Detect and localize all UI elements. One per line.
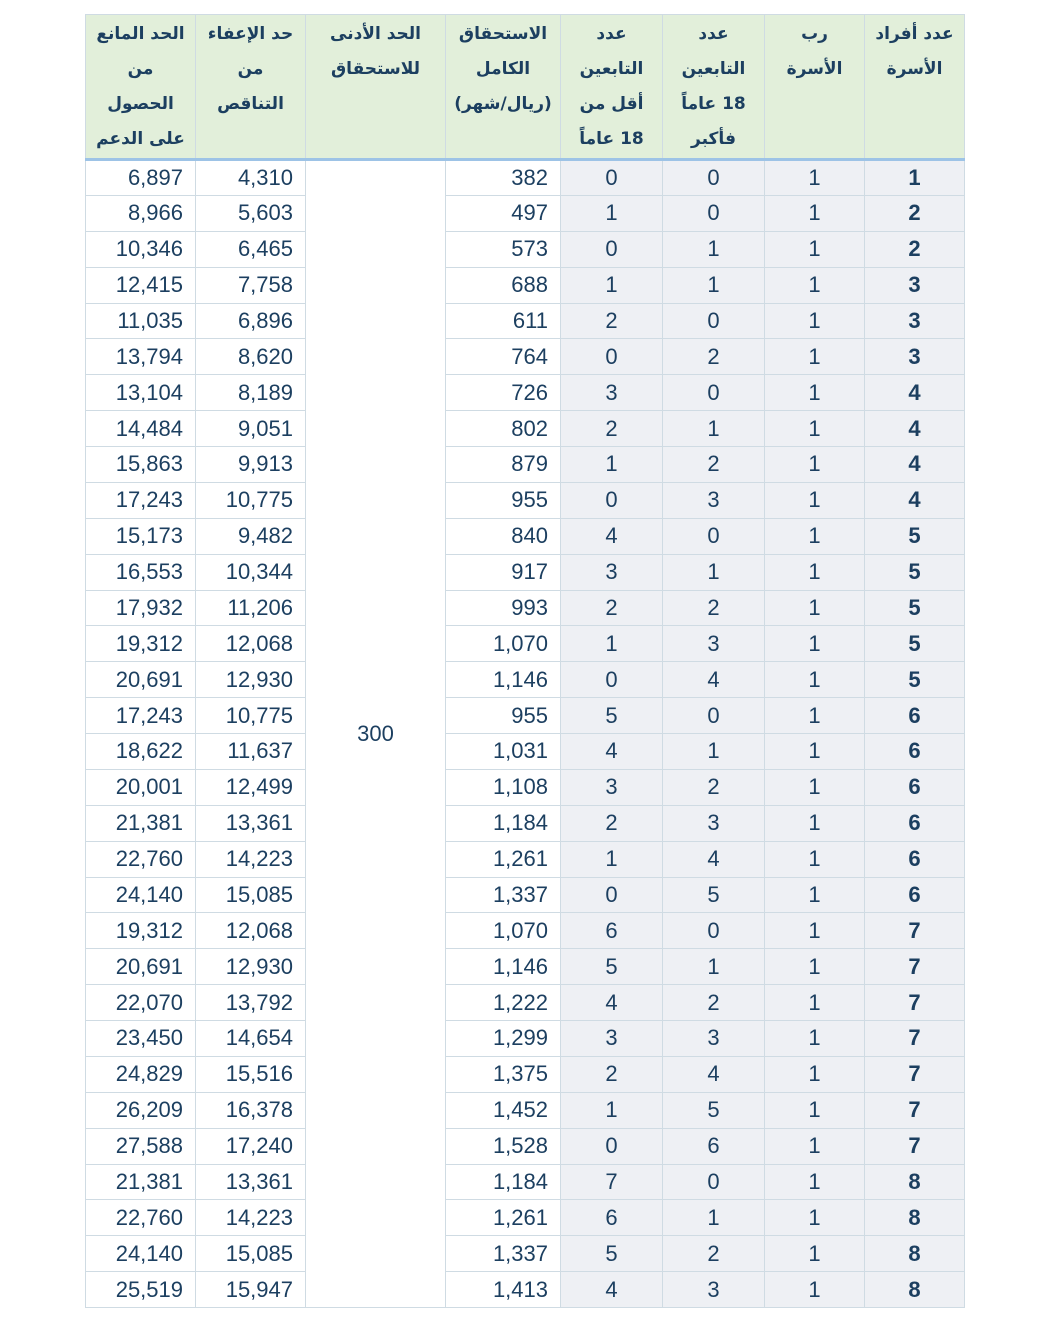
exemption-cell: 9,482 [196, 518, 306, 554]
family-size-cell: 5 [865, 554, 965, 590]
exemption-cell: 15,085 [196, 877, 306, 913]
exemption-cell: 10,344 [196, 554, 306, 590]
dependents-under18-cell: 1 [561, 447, 663, 483]
full-entitlement-cell: 955 [446, 482, 561, 518]
cutoff-cell: 21,381 [86, 805, 196, 841]
full-entitlement-cell: 955 [446, 698, 561, 734]
table-row [86, 339, 965, 375]
family-size-cell: 7 [865, 1056, 965, 1092]
dependents-18plus-cell: 0 [663, 375, 765, 411]
dependents-under18-cell: 3 [561, 554, 663, 590]
dependents-18plus-cell: 2 [663, 1236, 765, 1272]
full-entitlement-cell: 1,031 [446, 734, 561, 770]
cutoff-cell: 22,760 [86, 1200, 196, 1236]
family-size-cell: 7 [865, 1128, 965, 1164]
table-body [86, 160, 965, 1308]
exemption-cell: 13,361 [196, 1164, 306, 1200]
head-cell: 1 [765, 590, 865, 626]
table-row [86, 1272, 965, 1308]
exemption-cell: 11,637 [196, 734, 306, 770]
table-row [86, 482, 965, 518]
dependents-18plus-cell: 1 [663, 1200, 765, 1236]
cutoff-cell: 11,035 [86, 303, 196, 339]
full-entitlement-cell: 382 [446, 160, 561, 196]
table-row [86, 231, 965, 267]
exemption-cell: 11,206 [196, 590, 306, 626]
min-entitlement-cell: 300 [306, 160, 446, 1308]
cutoff-cell: 19,312 [86, 913, 196, 949]
head-cell: 1 [765, 734, 865, 770]
family-size-cell: 2 [865, 231, 965, 267]
full-entitlement-cell: 726 [446, 375, 561, 411]
full-entitlement-cell: 688 [446, 267, 561, 303]
family-size-cell: 7 [865, 913, 965, 949]
dependents-18plus-cell: 0 [663, 303, 765, 339]
head-cell: 1 [765, 303, 865, 339]
table-row [86, 554, 965, 590]
dependents-18plus-cell: 1 [663, 554, 765, 590]
dependents-under18-cell: 5 [561, 698, 663, 734]
cutoff-cell: 24,140 [86, 877, 196, 913]
family-size-cell: 7 [865, 949, 965, 985]
cutoff-cell: 19,312 [86, 626, 196, 662]
cutoff-cell: 17,243 [86, 482, 196, 518]
cutoff-cell: 20,691 [86, 949, 196, 985]
family-size-cell: 6 [865, 877, 965, 913]
dependents-18plus-cell: 2 [663, 985, 765, 1021]
full-entitlement-cell: 1,146 [446, 949, 561, 985]
table-row [86, 698, 965, 734]
table-row [86, 195, 965, 231]
header-dependents-under18: عدد التابعين أقل من 18 عاماً [561, 15, 663, 160]
full-entitlement-cell: 1,070 [446, 913, 561, 949]
table-row [86, 985, 965, 1021]
dependents-under18-cell: 0 [561, 482, 663, 518]
full-entitlement-cell: 1,299 [446, 1021, 561, 1057]
head-cell: 1 [765, 482, 865, 518]
dependents-18plus-cell: 3 [663, 1021, 765, 1057]
dependents-18plus-cell: 0 [663, 1164, 765, 1200]
cutoff-cell: 24,829 [86, 1056, 196, 1092]
exemption-cell: 15,085 [196, 1236, 306, 1272]
dependents-under18-cell: 3 [561, 769, 663, 805]
head-cell: 1 [765, 626, 865, 662]
family-size-cell: 7 [865, 1092, 965, 1128]
dependents-under18-cell: 4 [561, 985, 663, 1021]
dependents-under18-cell: 5 [561, 949, 663, 985]
exemption-cell: 4,310 [196, 160, 306, 196]
header-full-entitlement: الاستحقاق الكامل (ريال/شهر) [446, 15, 561, 160]
family-size-cell: 3 [865, 303, 965, 339]
table-row [86, 805, 965, 841]
dependents-under18-cell: 2 [561, 303, 663, 339]
cutoff-cell: 12,415 [86, 267, 196, 303]
dependents-18plus-cell: 5 [663, 877, 765, 913]
exemption-cell: 6,465 [196, 231, 306, 267]
head-cell: 1 [765, 339, 865, 375]
head-cell: 1 [765, 1200, 865, 1236]
table-row [86, 267, 965, 303]
cutoff-cell: 8,966 [86, 195, 196, 231]
dependents-18plus-cell: 1 [663, 949, 765, 985]
dependents-18plus-cell: 4 [663, 662, 765, 698]
head-cell: 1 [765, 231, 865, 267]
family-size-cell: 5 [865, 590, 965, 626]
dependents-18plus-cell: 2 [663, 590, 765, 626]
full-entitlement-cell: 573 [446, 231, 561, 267]
exemption-cell: 12,930 [196, 949, 306, 985]
cutoff-cell: 18,622 [86, 734, 196, 770]
family-size-cell: 2 [865, 195, 965, 231]
family-size-cell: 3 [865, 267, 965, 303]
dependents-under18-cell: 3 [561, 375, 663, 411]
table-row [86, 877, 965, 913]
family-size-cell: 8 [865, 1200, 965, 1236]
cutoff-cell: 21,381 [86, 1164, 196, 1200]
header-exemption: حد الإعفاء من التناقص [196, 15, 306, 160]
full-entitlement-cell: 1,337 [446, 877, 561, 913]
table-row [86, 626, 965, 662]
head-cell: 1 [765, 698, 865, 734]
table-row [86, 662, 965, 698]
head-cell: 1 [765, 985, 865, 1021]
table-row [86, 1236, 965, 1272]
exemption-cell: 12,499 [196, 769, 306, 805]
head-cell: 1 [765, 1272, 865, 1308]
full-entitlement-cell: 1,261 [446, 841, 561, 877]
dependents-under18-cell: 2 [561, 590, 663, 626]
exemption-cell: 16,378 [196, 1092, 306, 1128]
exemption-cell: 13,361 [196, 805, 306, 841]
family-size-cell: 5 [865, 626, 965, 662]
table-row [86, 949, 965, 985]
exemption-cell: 14,223 [196, 1200, 306, 1236]
dependents-under18-cell: 0 [561, 339, 663, 375]
full-entitlement-cell: 1,375 [446, 1056, 561, 1092]
family-size-cell: 6 [865, 734, 965, 770]
full-entitlement-cell: 1,528 [446, 1128, 561, 1164]
full-entitlement-cell: 1,184 [446, 805, 561, 841]
dependents-under18-cell: 0 [561, 1128, 663, 1164]
table-row [86, 1164, 965, 1200]
cutoff-cell: 17,243 [86, 698, 196, 734]
head-cell: 1 [765, 1021, 865, 1057]
header-dependents-18plus: عدد التابعين 18 عاماً فأكبر [663, 15, 765, 160]
full-entitlement-cell: 802 [446, 411, 561, 447]
cutoff-cell: 27,588 [86, 1128, 196, 1164]
dependents-18plus-cell: 3 [663, 626, 765, 662]
dependents-under18-cell: 1 [561, 1092, 663, 1128]
head-cell: 1 [765, 662, 865, 698]
head-cell: 1 [765, 805, 865, 841]
full-entitlement-cell: 879 [446, 447, 561, 483]
cutoff-cell: 22,760 [86, 841, 196, 877]
dependents-under18-cell: 0 [561, 662, 663, 698]
exemption-cell: 7,758 [196, 267, 306, 303]
dependents-under18-cell: 4 [561, 734, 663, 770]
exemption-cell: 12,068 [196, 626, 306, 662]
dependents-under18-cell: 1 [561, 626, 663, 662]
exemption-cell: 9,913 [196, 447, 306, 483]
table-row [86, 590, 965, 626]
dependents-18plus-cell: 4 [663, 1056, 765, 1092]
full-entitlement-cell: 611 [446, 303, 561, 339]
cutoff-cell: 13,794 [86, 339, 196, 375]
family-size-cell: 8 [865, 1236, 965, 1272]
family-size-cell: 5 [865, 662, 965, 698]
dependents-18plus-cell: 3 [663, 805, 765, 841]
head-cell: 1 [765, 769, 865, 805]
head-cell: 1 [765, 267, 865, 303]
family-size-cell: 3 [865, 339, 965, 375]
head-cell: 1 [765, 913, 865, 949]
family-size-cell: 4 [865, 375, 965, 411]
table-row [86, 303, 965, 339]
full-entitlement-cell: 917 [446, 554, 561, 590]
support-table [85, 14, 965, 1308]
cutoff-cell: 23,450 [86, 1021, 196, 1057]
table-row [86, 913, 965, 949]
exemption-cell: 10,775 [196, 698, 306, 734]
dependents-under18-cell: 4 [561, 1272, 663, 1308]
cutoff-cell: 20,691 [86, 662, 196, 698]
head-cell: 1 [765, 160, 865, 196]
dependents-18plus-cell: 0 [663, 160, 765, 196]
family-size-cell: 6 [865, 698, 965, 734]
dependents-18plus-cell: 2 [663, 447, 765, 483]
exemption-cell: 6,896 [196, 303, 306, 339]
table-row [86, 518, 965, 554]
family-size-cell: 4 [865, 411, 965, 447]
exemption-cell: 15,516 [196, 1056, 306, 1092]
family-size-cell: 6 [865, 805, 965, 841]
full-entitlement-cell: 764 [446, 339, 561, 375]
full-entitlement-cell: 1,452 [446, 1092, 561, 1128]
table-row [86, 769, 965, 805]
full-entitlement-cell: 497 [446, 195, 561, 231]
family-size-cell: 6 [865, 841, 965, 877]
dependents-under18-cell: 1 [561, 841, 663, 877]
dependents-18plus-cell: 0 [663, 913, 765, 949]
head-cell: 1 [765, 411, 865, 447]
head-cell: 1 [765, 1236, 865, 1272]
dependents-under18-cell: 2 [561, 1056, 663, 1092]
table-row [86, 411, 965, 447]
exemption-cell: 12,068 [196, 913, 306, 949]
full-entitlement-cell: 993 [446, 590, 561, 626]
dependents-18plus-cell: 0 [663, 698, 765, 734]
dependents-under18-cell: 6 [561, 1200, 663, 1236]
full-entitlement-cell: 1,413 [446, 1272, 561, 1308]
dependents-18plus-cell: 2 [663, 339, 765, 375]
exemption-cell: 8,620 [196, 339, 306, 375]
dependents-18plus-cell: 1 [663, 734, 765, 770]
cutoff-cell: 20,001 [86, 769, 196, 805]
table-row [86, 734, 965, 770]
cutoff-cell: 14,484 [86, 411, 196, 447]
exemption-cell: 9,051 [196, 411, 306, 447]
family-size-cell: 8 [865, 1164, 965, 1200]
full-entitlement-cell: 1,108 [446, 769, 561, 805]
dependents-18plus-cell: 6 [663, 1128, 765, 1164]
head-cell: 1 [765, 841, 865, 877]
dependents-18plus-cell: 0 [663, 195, 765, 231]
table-row [86, 375, 965, 411]
dependents-under18-cell: 2 [561, 411, 663, 447]
dependents-18plus-cell: 3 [663, 1272, 765, 1308]
exemption-cell: 12,930 [196, 662, 306, 698]
dependents-under18-cell: 0 [561, 231, 663, 267]
table-row [86, 160, 965, 196]
full-entitlement-cell: 1,146 [446, 662, 561, 698]
dependents-under18-cell: 3 [561, 1021, 663, 1057]
table-row [86, 1056, 965, 1092]
family-size-cell: 5 [865, 518, 965, 554]
table-row [86, 841, 965, 877]
family-size-cell: 7 [865, 1021, 965, 1057]
head-cell: 1 [765, 447, 865, 483]
dependents-18plus-cell: 1 [663, 231, 765, 267]
dependents-18plus-cell: 5 [663, 1092, 765, 1128]
full-entitlement-cell: 840 [446, 518, 561, 554]
exemption-cell: 17,240 [196, 1128, 306, 1164]
exemption-cell: 5,603 [196, 195, 306, 231]
head-cell: 1 [765, 518, 865, 554]
exemption-cell: 14,223 [196, 841, 306, 877]
dependents-under18-cell: 0 [561, 877, 663, 913]
full-entitlement-cell: 1,070 [446, 626, 561, 662]
head-cell: 1 [765, 1056, 865, 1092]
head-cell: 1 [765, 949, 865, 985]
table-row [86, 1092, 965, 1128]
cutoff-cell: 16,553 [86, 554, 196, 590]
cutoff-cell: 13,104 [86, 375, 196, 411]
dependents-under18-cell: 0 [561, 160, 663, 196]
dependents-under18-cell: 6 [561, 913, 663, 949]
exemption-cell: 15,947 [196, 1272, 306, 1308]
table-row [86, 1200, 965, 1236]
dependents-18plus-cell: 4 [663, 841, 765, 877]
full-entitlement-cell: 1,184 [446, 1164, 561, 1200]
family-size-cell: 8 [865, 1272, 965, 1308]
cutoff-cell: 24,140 [86, 1236, 196, 1272]
head-cell: 1 [765, 375, 865, 411]
cutoff-cell: 22,070 [86, 985, 196, 1021]
dependents-18plus-cell: 2 [663, 769, 765, 805]
full-entitlement-cell: 1,222 [446, 985, 561, 1021]
header-family-size: عدد أفراد الأسرة [865, 15, 965, 160]
head-cell: 1 [765, 195, 865, 231]
header-cutoff: الحد المانع من الحصول على الدعم [86, 15, 196, 160]
cutoff-cell: 26,209 [86, 1092, 196, 1128]
exemption-cell: 10,775 [196, 482, 306, 518]
dependents-18plus-cell: 3 [663, 482, 765, 518]
head-cell: 1 [765, 1164, 865, 1200]
head-cell: 1 [765, 1092, 865, 1128]
cutoff-cell: 15,863 [86, 447, 196, 483]
cutoff-cell: 15,173 [86, 518, 196, 554]
cutoff-cell: 6,897 [86, 160, 196, 196]
table-row [86, 447, 965, 483]
head-cell: 1 [765, 877, 865, 913]
dependents-under18-cell: 1 [561, 267, 663, 303]
head-cell: 1 [765, 1128, 865, 1164]
header-head: رب الأسرة [765, 15, 865, 160]
family-size-cell: 4 [865, 447, 965, 483]
cutoff-cell: 25,519 [86, 1272, 196, 1308]
dependents-18plus-cell: 1 [663, 267, 765, 303]
family-size-cell: 1 [865, 160, 965, 196]
dependents-under18-cell: 4 [561, 518, 663, 554]
table-row [86, 1128, 965, 1164]
table-header [86, 15, 965, 160]
cutoff-cell: 10,346 [86, 231, 196, 267]
dependents-under18-cell: 2 [561, 805, 663, 841]
dependents-under18-cell: 1 [561, 195, 663, 231]
head-cell: 1 [765, 554, 865, 590]
exemption-cell: 8,189 [196, 375, 306, 411]
header-min-entitlement: الحد الأدنى للاستحقاق [306, 15, 446, 160]
table-row [86, 1021, 965, 1057]
exemption-cell: 14,654 [196, 1021, 306, 1057]
exemption-cell: 13,792 [196, 985, 306, 1021]
full-entitlement-cell: 1,337 [446, 1236, 561, 1272]
cutoff-cell: 17,932 [86, 590, 196, 626]
dependents-under18-cell: 7 [561, 1164, 663, 1200]
full-entitlement-cell: 1,261 [446, 1200, 561, 1236]
family-size-cell: 7 [865, 985, 965, 1021]
dependents-under18-cell: 5 [561, 1236, 663, 1272]
dependents-18plus-cell: 1 [663, 411, 765, 447]
family-size-cell: 4 [865, 482, 965, 518]
dependents-18plus-cell: 0 [663, 518, 765, 554]
family-size-cell: 6 [865, 769, 965, 805]
